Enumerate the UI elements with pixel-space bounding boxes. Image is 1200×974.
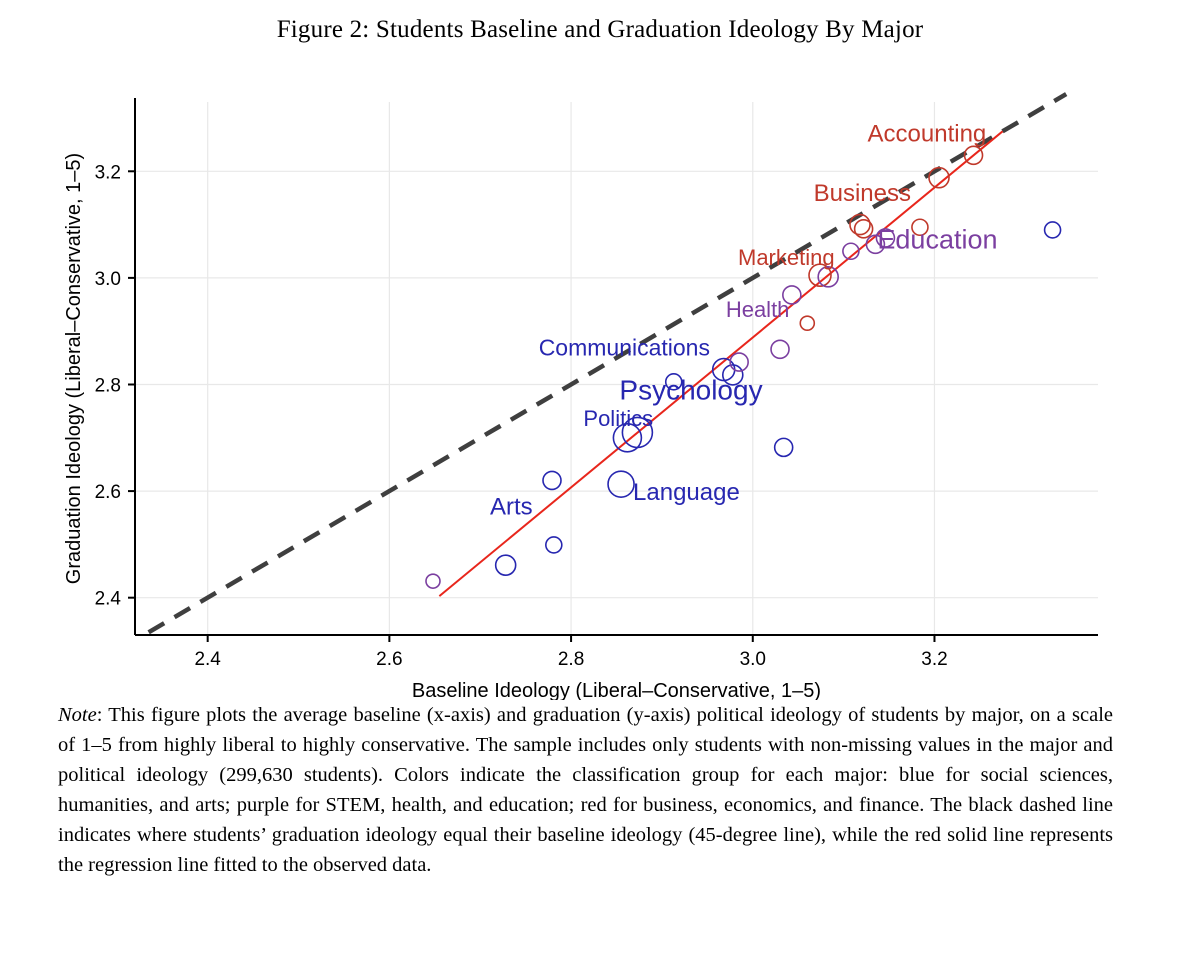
note-text: : This figure plots the average baseline (x-axis) and graduation (y-axis) political ideology of students by major, on a scale of 1–5 from highly liberal to highly conservative. The sample includes only students with non-missing values in the major and political ideology (299,630 students). Colors indicate the classification group for each major: blue for social sciences, humanities, and arts; purple for STEM, health, and education; red for business, economics, and finance. The black dashed line indicates where students’ graduation ideology equal their baseline ideology (45-degree line), while the red solid line represents the regression line fitted to the observed data. (58, 704, 1113, 876)
y-tick-label: 2.4 (94, 588, 121, 610)
point-label: Accounting (867, 120, 987, 148)
data-point (496, 555, 516, 575)
data-points (426, 146, 1061, 588)
x-tick-label: 2.4 (194, 649, 221, 670)
y-tick-label: 3.0 (94, 268, 121, 290)
point-label: Language (633, 479, 740, 507)
data-point (775, 438, 793, 456)
point-label: Education (877, 224, 998, 255)
x-axis-title: Baseline Ideology (Liberal–Conservative, 1–5) (411, 680, 822, 700)
y-tick-label: 2.8 (94, 375, 121, 397)
chart-svg (0, 60, 1200, 700)
data-point (543, 471, 561, 489)
data-point (426, 574, 440, 588)
data-point (800, 316, 814, 330)
x-tick-label: 2.8 (557, 649, 585, 670)
reference-lines (149, 94, 1067, 632)
point-label: Marketing (738, 245, 835, 271)
y-axis-title: Graduation Ideology (Liberal–Conservative, 1–5) (63, 152, 85, 585)
x-tick-label: 2.6 (376, 649, 403, 670)
point-label: Communications (538, 334, 710, 361)
y-tick-label: 3.2 (94, 162, 121, 184)
identity-line (149, 94, 1067, 632)
data-point (608, 471, 634, 497)
axes (128, 98, 1098, 642)
x-tick-label: 3.2 (921, 649, 948, 670)
data-point (855, 220, 873, 238)
point-label: Psychology (619, 374, 763, 406)
data-point (546, 537, 562, 553)
data-point (771, 340, 789, 358)
point-label: Arts (489, 493, 533, 521)
data-point (730, 353, 748, 371)
figure-title: Figure 2: Students Baseline and Graduation Ideology By Major (276, 16, 924, 43)
figure-note (58, 700, 1113, 880)
regression-line (439, 131, 1002, 596)
y-tick-label: 2.6 (94, 482, 121, 504)
data-point (1045, 222, 1061, 238)
point-label: Politics (583, 405, 654, 431)
point-labels (490, 120, 998, 520)
point-label: Business (813, 179, 912, 207)
scatter-plot (0, 60, 1200, 700)
point-label: Health (725, 296, 790, 322)
note-label: Note (58, 704, 97, 726)
x-tick-label: 3.0 (739, 649, 766, 670)
